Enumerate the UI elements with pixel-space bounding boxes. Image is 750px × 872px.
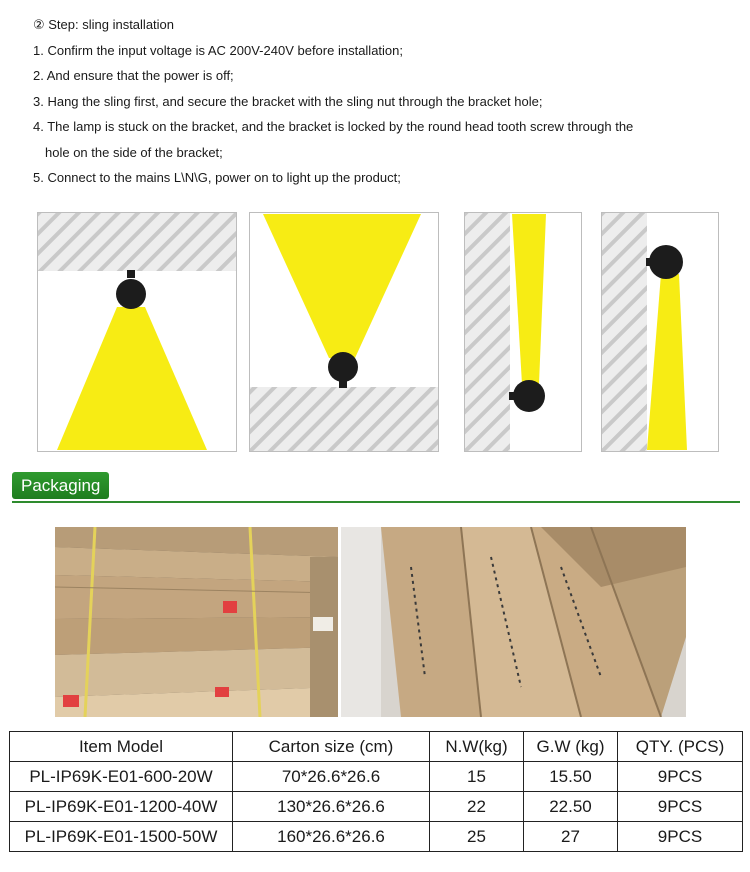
step-line-4-continued: hole on the side of the bracket; (45, 144, 223, 160)
header-carton-size: Carton size (cm) (233, 732, 430, 762)
table-row (10, 762, 743, 792)
cell-gw: 27 (524, 822, 618, 852)
step-line-2: 2. And ensure that the power is off; (33, 68, 234, 83)
packaging-title: Packaging (12, 472, 109, 499)
cell-model: PL-IP69K-E01-600-20W (10, 762, 233, 792)
spec-table (9, 731, 743, 852)
cell-nw: 25 (430, 822, 524, 852)
cell-nw: 15 (430, 762, 524, 792)
table-row (10, 822, 743, 852)
cell-nw: 22 (430, 792, 524, 822)
cell-gw: 22.50 (524, 792, 618, 822)
step-line-4: 4. The lamp is stuck on the bracket, and the bracket is locked by the round head tooth screw through the (33, 119, 634, 134)
wall-mount-down-icon (464, 212, 582, 452)
header-gross-weight: G.W (kg) (524, 732, 618, 762)
step-title: ② Step: sling installation (33, 17, 175, 32)
carton-closeup-photo (341, 527, 686, 717)
cell-gw: 15.50 (524, 762, 618, 792)
section-divider (12, 501, 740, 503)
carton-stack-photo (55, 527, 338, 717)
header-quantity: QTY. (PCS) (618, 732, 743, 762)
cell-carton: 160*26.6*26.6 (233, 822, 430, 852)
packaging-header (12, 472, 740, 504)
header-item-model: Item Model (10, 732, 233, 762)
table-header-row (10, 732, 743, 762)
cell-qty: 9PCS (618, 762, 743, 792)
step-line-3: 3. Hang the sling first, and secure the bracket with the sling nut through the bracket hole; (33, 93, 543, 109)
wall-mount-up-icon (601, 212, 719, 452)
cell-carton: 130*26.6*26.6 (233, 792, 430, 822)
cell-qty: 9PCS (618, 822, 743, 852)
ceiling-mount-icon (37, 212, 237, 452)
step-line-5: 5. Connect to the mains L\N\G, power on to light up the product; (33, 170, 401, 185)
cell-carton: 70*26.6*26.6 (233, 762, 430, 792)
installation-steps (33, 12, 733, 191)
cell-model: PL-IP69K-E01-1200-40W (10, 792, 233, 822)
cell-model: PL-IP69K-E01-1500-50W (10, 822, 233, 852)
table-row (10, 792, 743, 822)
header-net-weight: N.W(kg) (430, 732, 524, 762)
step-line-1: 1. Confirm the input voltage is AC 200V-240V before installation; (33, 42, 403, 58)
cell-qty: 9PCS (618, 792, 743, 822)
floor-mount-icon (249, 212, 439, 452)
